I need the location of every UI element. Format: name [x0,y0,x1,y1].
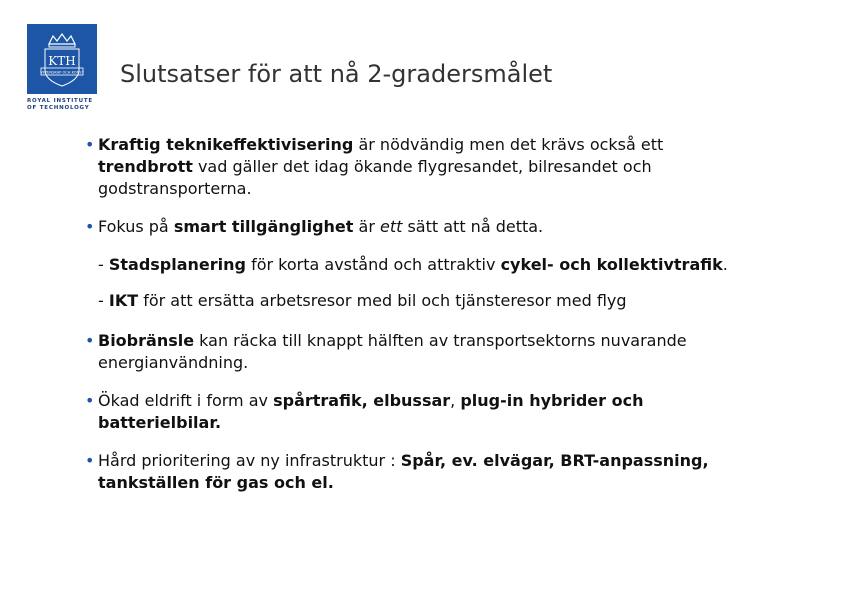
page-title: Slutsatser för att nå 2-gradersmålet [120,60,553,88]
logo-text: KTH [48,54,76,68]
logo-caption-line1: ROYAL INSTITUTE [27,98,93,104]
bullet-dot-icon: • [85,331,95,350]
sub-item-ict: - IKT för att ersätta arbetsresor med bil och tjänsteresor med flyg [98,291,627,310]
bullet-dot-icon: • [85,217,95,236]
bullet-item-biofuel: • Biobränsle kan räcka till knappt hälften av transportsektorns nuvarande energianvändning. [85,331,687,372]
bullet-dot-icon: • [85,451,95,470]
kth-logo [27,24,97,94]
logo-band-text: VETENSKAP OCH KONST [40,70,84,75]
sub-item-city-planning: - Stadsplanering för korta avstånd och attraktiv cykel- och kollektivtrafik. [98,255,728,274]
bullet-item-efficiency: • Kraftig teknikeffektivisering är nödvändig men det krävs också ett trendbrott vad gäller det idag ökande flygresandet, bilresandet och godstransporterna. [85,135,664,198]
kth-crest-icon [27,24,97,94]
bullet-dot-icon: • [85,135,95,154]
bullet-item-accessibility: • Fokus på smart tillgänglighet är ett sätt att nå detta. [85,217,544,236]
bullet-dot-icon: • [85,391,95,410]
bullet-item-infrastructure: • Hård prioritering av ny infrastruktur : Spår, ev. elvägar, BRT-anpassning, tankställen för gas och el. [85,451,709,492]
logo-caption [27,98,99,112]
logo-caption-line2: OF TECHNOLOGY [27,105,90,111]
bullet-list [85,134,745,510]
bullet-item-electrification: • Ökad eldrift i form av spårtrafik, elbussar, plug-in hybrider och batterielbilar. [85,391,644,432]
